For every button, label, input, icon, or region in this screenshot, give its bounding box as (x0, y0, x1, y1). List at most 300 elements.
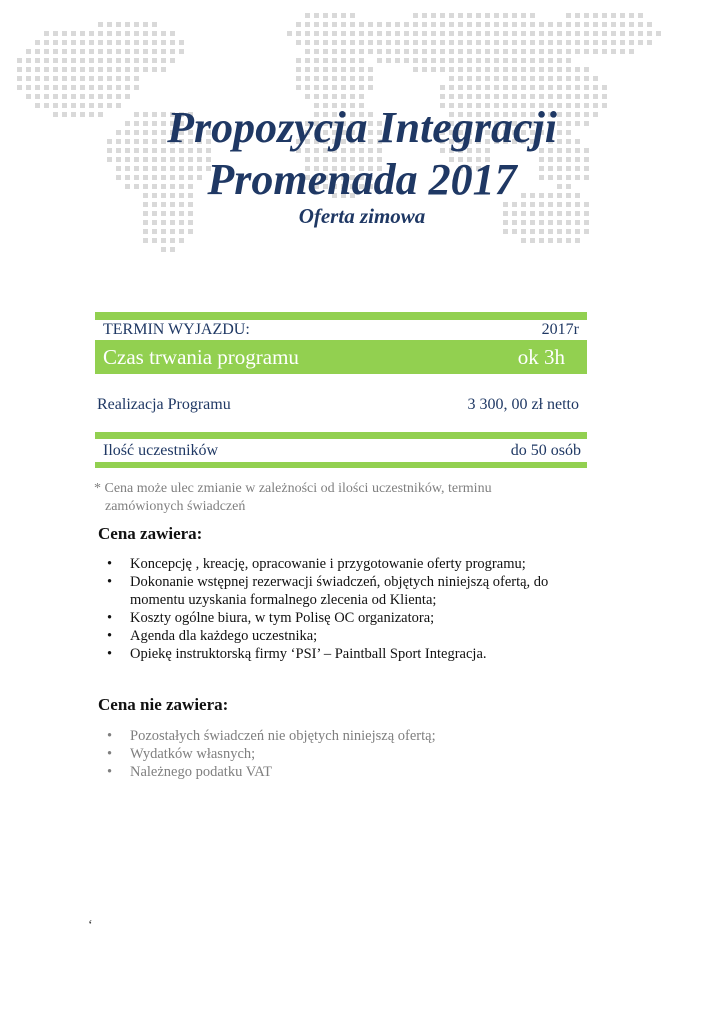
map-dot (467, 49, 472, 54)
map-dot (629, 40, 634, 45)
map-dot (512, 58, 517, 63)
map-dot (332, 58, 337, 63)
includes-heading: Cena zawiera: (98, 524, 203, 543)
document-title-second-line: Promenada 2017 (207, 155, 517, 204)
map-dot (125, 76, 130, 81)
map-dot (449, 22, 454, 27)
map-dot (611, 49, 616, 54)
map-dot (116, 31, 121, 36)
map-dot (593, 94, 598, 99)
map-dot (413, 40, 418, 45)
map-dot (125, 94, 130, 99)
map-dot (305, 22, 310, 27)
map-dot (62, 31, 67, 36)
map-dot (647, 22, 652, 27)
map-dot (116, 67, 121, 72)
map-dot (323, 40, 328, 45)
map-dot (512, 94, 517, 99)
map-dot (476, 22, 481, 27)
list-item: • Opiekę instruktorską firmy ‘PSI’ – Paintball Sport Integracja. (107, 646, 487, 662)
map-dot (332, 49, 337, 54)
map-dot (494, 40, 499, 45)
map-dot (575, 31, 580, 36)
map-dot (170, 31, 175, 36)
map-dot (80, 40, 85, 45)
map-dot (440, 58, 445, 63)
participants-bottom-bar (95, 462, 587, 468)
map-dot (548, 94, 553, 99)
map-dot (53, 31, 58, 36)
map-dot (125, 49, 130, 54)
map-dot (557, 49, 562, 54)
map-dot (548, 76, 553, 81)
map-dot (503, 76, 508, 81)
map-dot (557, 238, 562, 243)
map-dot (521, 40, 526, 45)
map-dot (107, 67, 112, 72)
map-dot (170, 247, 175, 252)
map-dot (350, 76, 355, 81)
map-dot (323, 13, 328, 18)
map-dot (476, 58, 481, 63)
map-dot (71, 40, 76, 45)
map-dot (629, 31, 634, 36)
map-dot (539, 31, 544, 36)
map-dot (107, 40, 112, 45)
map-dot (53, 67, 58, 72)
map-dot (98, 58, 103, 63)
bullet-icon: • (107, 574, 113, 590)
map-dot (116, 58, 121, 63)
list-item: • Wydatków własnych; (107, 746, 256, 762)
map-dot (107, 85, 112, 90)
map-dot (458, 67, 463, 72)
map-dot (557, 229, 562, 234)
map-dot (80, 49, 85, 54)
map-dot (602, 94, 607, 99)
map-dot (359, 40, 364, 45)
map-dot (323, 49, 328, 54)
map-dot (503, 58, 508, 63)
map-dot (323, 31, 328, 36)
map-dot (296, 58, 301, 63)
map-dot (98, 31, 103, 36)
map-dot (35, 85, 40, 90)
map-dot (314, 49, 319, 54)
map-dot (341, 58, 346, 63)
map-dot (44, 49, 49, 54)
map-dot (458, 85, 463, 90)
map-dot (539, 238, 544, 243)
map-dot (557, 31, 562, 36)
map-dot (566, 85, 571, 90)
map-dot (314, 76, 319, 81)
map-dot (134, 40, 139, 45)
map-dot (503, 13, 508, 18)
map-dot (458, 76, 463, 81)
map-dot (440, 67, 445, 72)
map-dot (557, 22, 562, 27)
map-dot (503, 85, 508, 90)
map-dot (107, 49, 112, 54)
map-dot (575, 40, 580, 45)
map-dot (602, 40, 607, 45)
map-dot (494, 49, 499, 54)
map-dot (584, 76, 589, 81)
map-dot (98, 67, 103, 72)
map-dot (476, 67, 481, 72)
map-dot (161, 40, 166, 45)
map-dot (449, 49, 454, 54)
map-dot (341, 49, 346, 54)
map-dot (323, 67, 328, 72)
map-dot (305, 31, 310, 36)
map-dot (116, 76, 121, 81)
map-dot (359, 76, 364, 81)
map-dot (584, 67, 589, 72)
map-dot (539, 67, 544, 72)
map-dot (377, 31, 382, 36)
bullet-icon: • (107, 646, 113, 662)
map-dot (413, 49, 418, 54)
map-dot (107, 31, 112, 36)
map-dot (503, 67, 508, 72)
map-dot (152, 58, 157, 63)
map-dot (98, 85, 103, 90)
map-dot (161, 67, 166, 72)
map-dot (44, 94, 49, 99)
map-dot (566, 67, 571, 72)
map-dot (485, 49, 490, 54)
map-dot (98, 76, 103, 81)
map-dot (143, 58, 148, 63)
map-dot (467, 67, 472, 72)
map-dot (323, 22, 328, 27)
map-dot (134, 58, 139, 63)
map-dot (386, 31, 391, 36)
map-dot (62, 67, 67, 72)
map-dot (521, 85, 526, 90)
map-dot (476, 40, 481, 45)
map-dot (548, 58, 553, 63)
map-dot (449, 40, 454, 45)
map-dot (116, 40, 121, 45)
map-dot (467, 40, 472, 45)
map-dot (521, 13, 526, 18)
map-dot (512, 229, 517, 234)
map-dot (386, 49, 391, 54)
map-dot (638, 31, 643, 36)
map-dot (521, 76, 526, 81)
map-dot (620, 31, 625, 36)
map-dot (584, 31, 589, 36)
map-dot (431, 22, 436, 27)
map-dot (323, 58, 328, 63)
map-dot (431, 13, 436, 18)
map-dot (161, 58, 166, 63)
map-dot (422, 40, 427, 45)
map-dot (62, 58, 67, 63)
map-dot (404, 49, 409, 54)
excludes-heading: Cena nie zawiera: (98, 695, 229, 714)
map-dot (350, 94, 355, 99)
map-dot (476, 31, 481, 36)
map-dot (485, 40, 490, 45)
map-dot (89, 94, 94, 99)
map-dot (134, 49, 139, 54)
map-dot (143, 22, 148, 27)
map-dot (422, 49, 427, 54)
map-dot (152, 67, 157, 72)
excludes-list (106, 727, 576, 781)
map-dot (377, 22, 382, 27)
duration-row (95, 340, 587, 374)
map-dot (35, 49, 40, 54)
map-dot (332, 22, 337, 27)
map-dot (539, 40, 544, 45)
map-dot (404, 31, 409, 36)
map-dot (494, 76, 499, 81)
bullet-icon: • (107, 764, 113, 780)
list-item: • Koszty ogólne biura, w tym Polisę OC organizatora; (107, 610, 435, 626)
map-dot (71, 31, 76, 36)
map-dot (152, 40, 157, 45)
map-dot (467, 58, 472, 63)
map-dot (170, 40, 175, 45)
map-dot (548, 22, 553, 27)
map-dot (44, 40, 49, 45)
map-dot (602, 85, 607, 90)
map-dot (521, 94, 526, 99)
map-dot (26, 94, 31, 99)
map-dot (359, 49, 364, 54)
map-dot (98, 22, 103, 27)
map-dot (539, 85, 544, 90)
map-dot (62, 85, 67, 90)
map-dot (179, 40, 184, 45)
map-dot (548, 31, 553, 36)
map-dot (332, 94, 337, 99)
map-dot (458, 94, 463, 99)
map-dot (305, 67, 310, 72)
map-dot (620, 22, 625, 27)
map-dot (341, 85, 346, 90)
map-dot (449, 13, 454, 18)
includes-list (106, 555, 576, 663)
map-dot (314, 58, 319, 63)
map-dot (503, 31, 508, 36)
map-dot (17, 85, 22, 90)
map-dot (530, 31, 535, 36)
map-dot (341, 76, 346, 81)
map-dot (566, 58, 571, 63)
map-dot (341, 31, 346, 36)
map-dot (35, 67, 40, 72)
map-dot (395, 40, 400, 45)
map-dot (53, 94, 58, 99)
map-dot (80, 67, 85, 72)
map-dot (143, 49, 148, 54)
map-dot (530, 49, 535, 54)
map-dot (80, 94, 85, 99)
map-dot (440, 85, 445, 90)
map-dot (170, 49, 175, 54)
map-dot (467, 22, 472, 27)
map-dot (440, 40, 445, 45)
map-dot (143, 40, 148, 45)
map-dot (323, 76, 328, 81)
map-dot (44, 58, 49, 63)
map-dot (314, 67, 319, 72)
map-dot (575, 94, 580, 99)
map-dot (305, 58, 310, 63)
list-item: • Pozostałych świadczeń nie objętych niniejszą ofertą; (107, 728, 436, 744)
map-dot (521, 49, 526, 54)
map-dot (539, 94, 544, 99)
map-dot (485, 94, 490, 99)
map-dot (512, 67, 517, 72)
map-dot (413, 58, 418, 63)
map-dot (107, 76, 112, 81)
bullet-icon: • (107, 746, 113, 762)
map-dot (53, 40, 58, 45)
map-dot (512, 49, 517, 54)
map-dot (539, 49, 544, 54)
map-dot (188, 229, 193, 234)
list-item: • Agenda dla każdego uczestnika; (107, 628, 318, 644)
map-dot (332, 31, 337, 36)
map-dot (125, 22, 130, 27)
map-dot (494, 31, 499, 36)
map-dot (449, 31, 454, 36)
map-dot (422, 58, 427, 63)
map-dot (656, 31, 661, 36)
map-dot (503, 22, 508, 27)
map-dot (296, 67, 301, 72)
map-dot (341, 13, 346, 18)
map-dot (503, 49, 508, 54)
map-dot (431, 58, 436, 63)
map-dot (647, 31, 652, 36)
participants-value: do 50 osób (510, 442, 581, 459)
map-dot (512, 13, 517, 18)
map-dot (35, 76, 40, 81)
map-dot (377, 40, 382, 45)
map-dot (296, 31, 301, 36)
map-dot (17, 67, 22, 72)
map-dot (422, 31, 427, 36)
map-dot (476, 85, 481, 90)
map-dot (602, 31, 607, 36)
map-dot (386, 58, 391, 63)
map-dot (530, 76, 535, 81)
map-dot (359, 58, 364, 63)
map-dot (566, 40, 571, 45)
map-dot (170, 229, 175, 234)
map-dot (575, 13, 580, 18)
participants-top-bar (95, 432, 587, 439)
map-dot (548, 49, 553, 54)
map-dot (449, 67, 454, 72)
map-dot (476, 76, 481, 81)
map-dot (602, 22, 607, 27)
map-dot (413, 22, 418, 27)
map-dot (440, 31, 445, 36)
map-dot (629, 49, 634, 54)
map-dot (593, 85, 598, 90)
map-dot (422, 22, 427, 27)
map-dot (467, 94, 472, 99)
map-dot (593, 49, 598, 54)
map-dot (584, 94, 589, 99)
map-dot (17, 76, 22, 81)
map-dot (305, 76, 310, 81)
map-dot (575, 76, 580, 81)
map-dot (494, 58, 499, 63)
map-dot (35, 94, 40, 99)
map-dot (629, 22, 634, 27)
map-dot (80, 58, 85, 63)
map-dot (44, 67, 49, 72)
map-dot (350, 67, 355, 72)
map-dot (413, 13, 418, 18)
map-dot (485, 67, 490, 72)
map-dot (368, 22, 373, 27)
map-dot (170, 58, 175, 63)
map-dot (71, 94, 76, 99)
map-dot (341, 22, 346, 27)
map-dot (179, 229, 184, 234)
map-dot (404, 22, 409, 27)
map-dot (566, 49, 571, 54)
map-dot (125, 67, 130, 72)
map-dot (485, 31, 490, 36)
duration-label: Czas trwania programu (103, 344, 299, 369)
map-dot (53, 85, 58, 90)
map-dot (530, 22, 535, 27)
map-dot (44, 85, 49, 90)
map-dot (359, 22, 364, 27)
map-dot (53, 58, 58, 63)
map-dot (296, 40, 301, 45)
map-dot (143, 67, 148, 72)
map-dot (368, 31, 373, 36)
map-dot (512, 76, 517, 81)
map-dot (296, 76, 301, 81)
map-dot (89, 31, 94, 36)
map-dot (170, 238, 175, 243)
map-dot (359, 31, 364, 36)
map-dot (467, 85, 472, 90)
map-dot (134, 31, 139, 36)
map-dot (449, 58, 454, 63)
map-dot (332, 13, 337, 18)
map-dot (125, 85, 130, 90)
map-dot (332, 40, 337, 45)
map-dot (440, 13, 445, 18)
map-dot (557, 76, 562, 81)
map-dot (512, 22, 517, 27)
map-dot (89, 58, 94, 63)
map-dot (575, 85, 580, 90)
page-mark: ʻ (88, 918, 93, 933)
duration-value: ok 3h (517, 344, 565, 369)
departure-value: 2017r (541, 321, 579, 338)
map-dot (458, 31, 463, 36)
map-dot (413, 67, 418, 72)
map-dot (377, 49, 382, 54)
map-dot (26, 58, 31, 63)
